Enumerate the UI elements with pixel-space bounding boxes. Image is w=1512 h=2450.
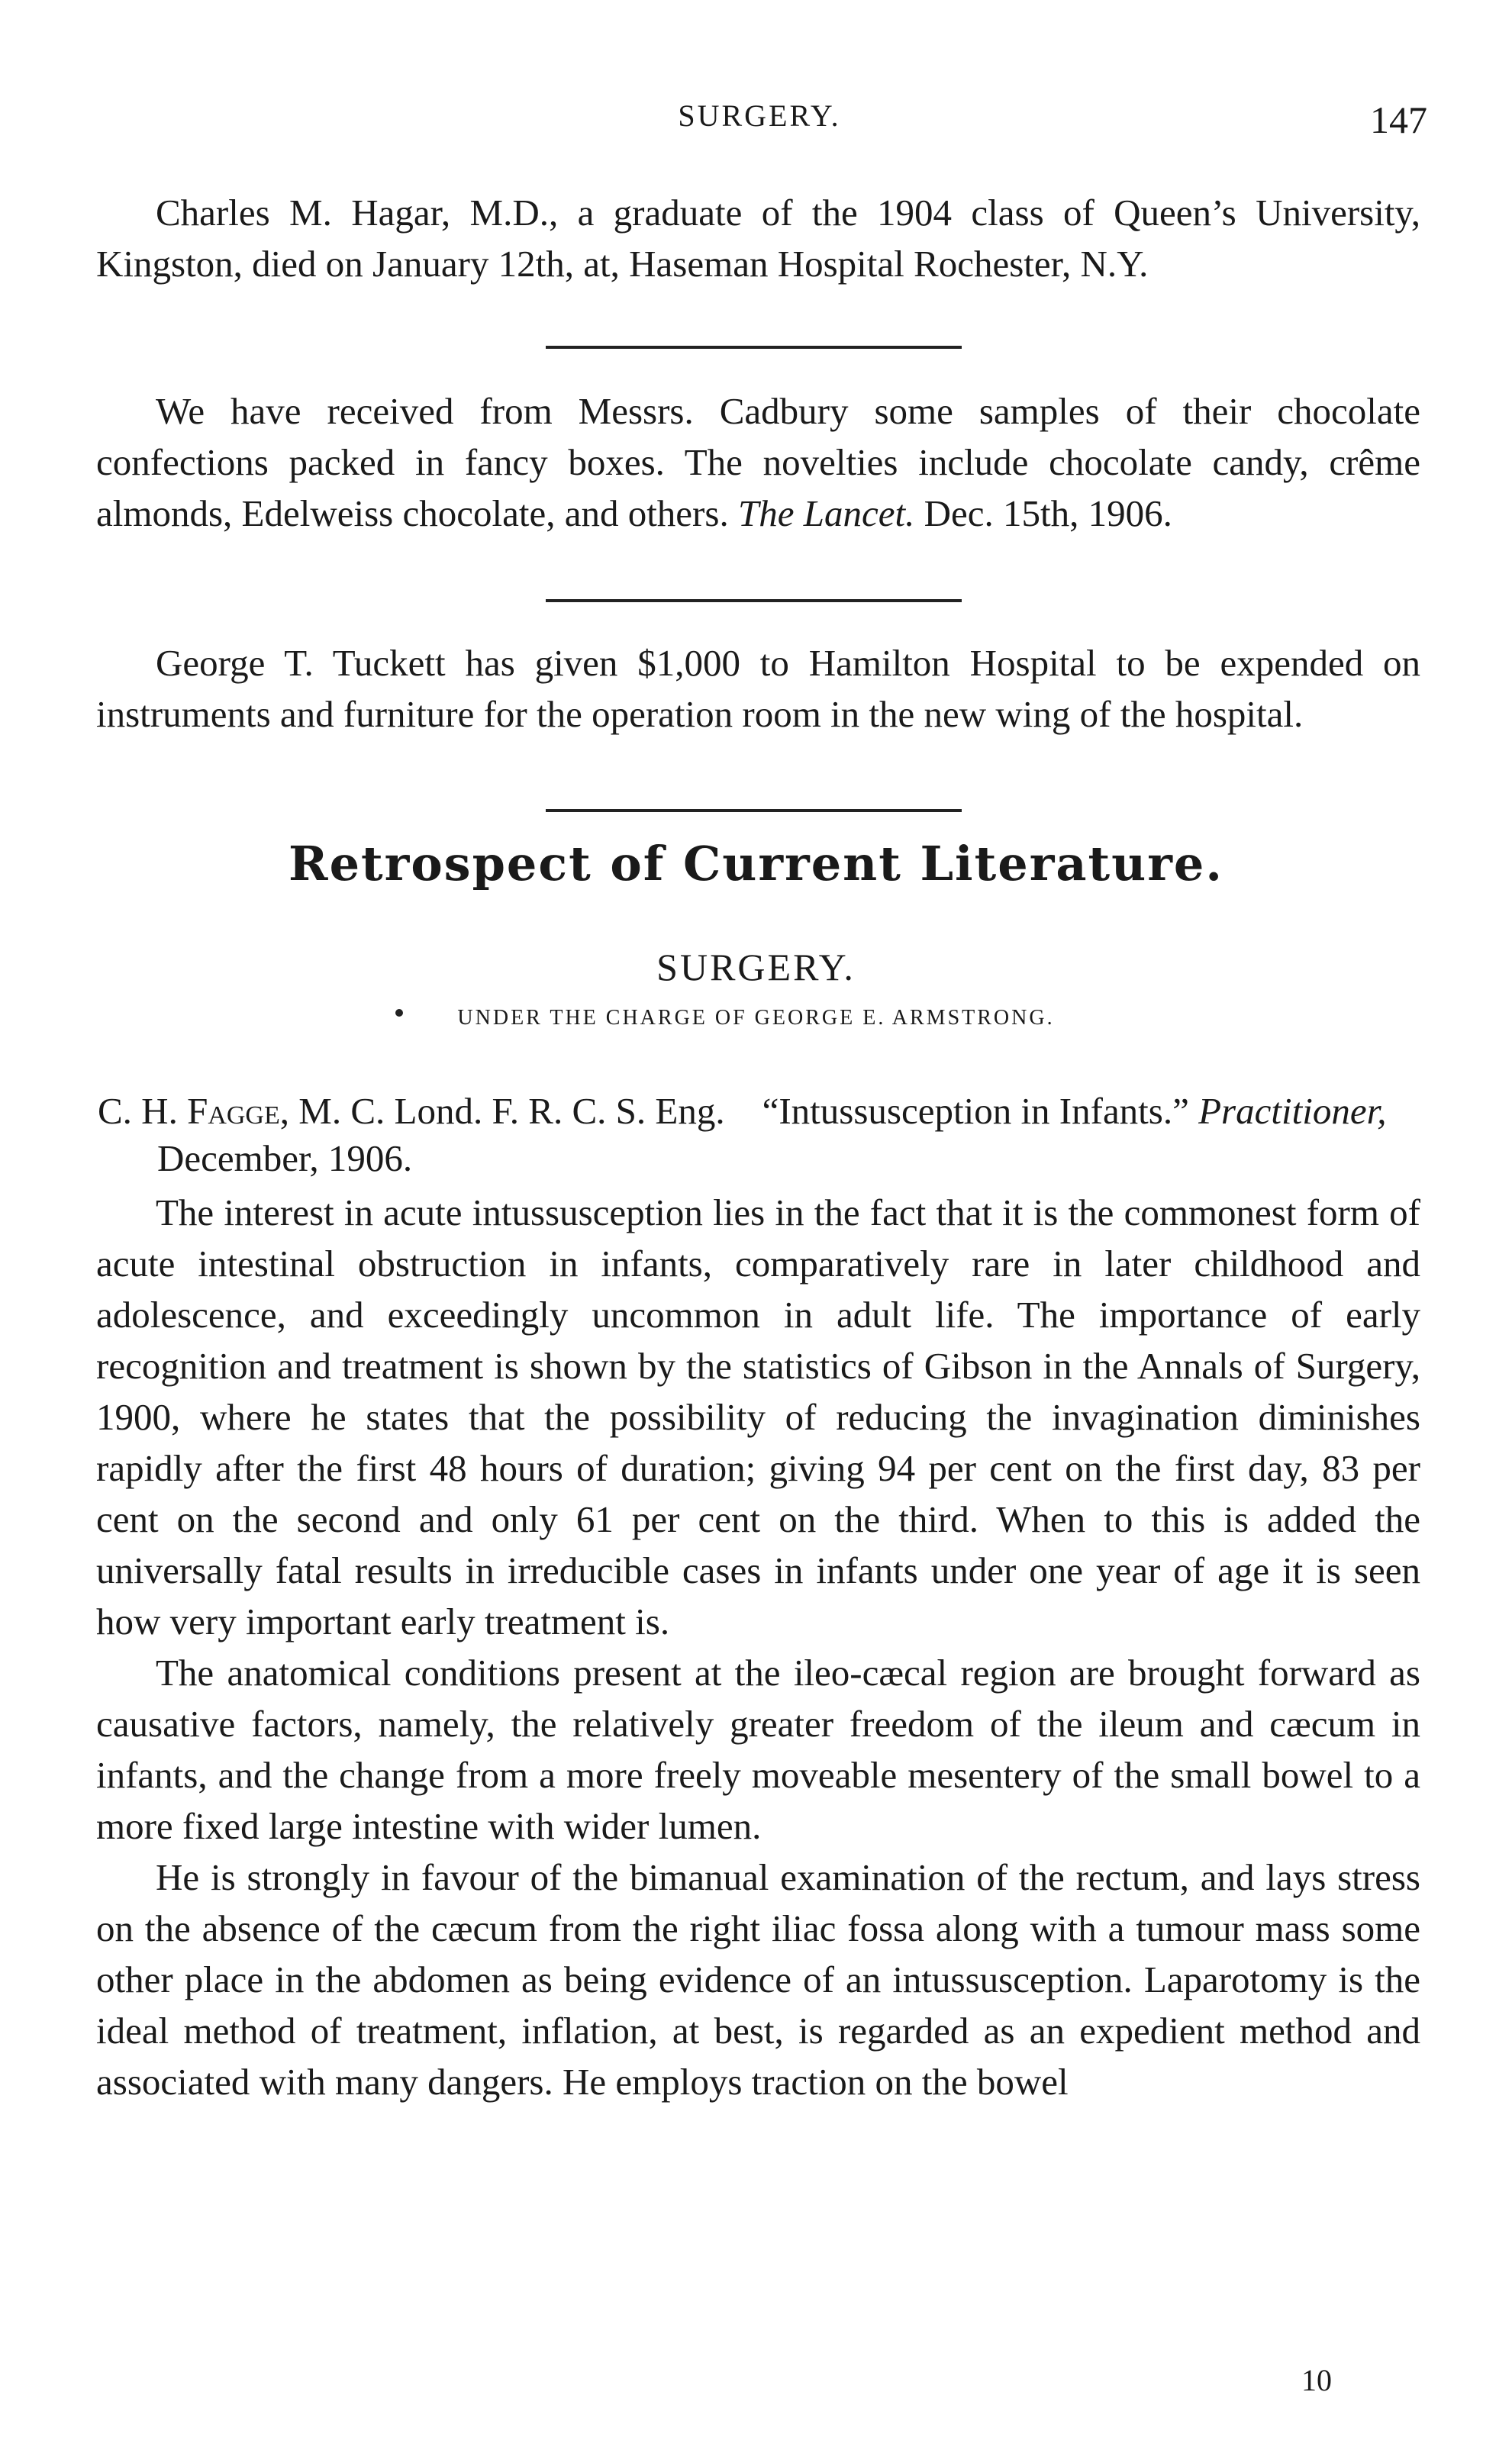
article-paragraph: The interest in acute intussusception lies in the fact that it is the commonest form of acute intestinal obstruction in infants, comparatively rare in later childhood and adolescence, and exceedingly uncommon in adult life. The importance of early recognition and treatment is shown by the statistics of Gibson in the Annals of Surgery, 1900, where he states that the possibility of reducing the invagination diminishes rapidly after the first 48 hours of duration; giving 94 per cent on the first day, 83 per cent on the second and only 61 per cent on the third. When to this is added the universally fatal results in irreducible cases in infants under one year of age it is seen how very important early treatment is. bbox=[96, 1191, 1420, 1642]
page-header bbox=[92, 98, 1427, 151]
notice-cadbury-source: The Lancet. bbox=[737, 492, 915, 534]
divider-rule-3 bbox=[546, 809, 962, 812]
divider-rule-2 bbox=[546, 599, 962, 602]
article-citation bbox=[96, 1088, 1481, 1182]
article-date: December, 1906. bbox=[157, 1137, 413, 1179]
article-journal: Practitioner, bbox=[1198, 1090, 1387, 1132]
article-paragraph: He is strongly in favour of the bimanual examination of the rectum, and lays stress on the absence of the cæcum from the right iliac fossa along with a tumour mass some other place in the abdomen as being evidence of an intussusception. Laparotomy is the ideal method of treatment, inflation, at best, is regarded as an expedient method and associated with many dangers. He employs traction on the bowel bbox=[96, 1856, 1420, 2103]
running-title: SURGERY. bbox=[678, 98, 841, 133]
notice-tuckett bbox=[96, 637, 1420, 740]
page-number: 147 bbox=[1370, 98, 1427, 141]
author-prefix: C. H. bbox=[98, 1090, 188, 1132]
article-body bbox=[96, 1187, 1420, 2107]
article-paragraph: The anatomical conditions present at the ileo-cæcal region are brought forward as causative factors, namely, the relatively greater freedom of the ileum and cæcum in infants, and the change from a more freely moveable mesentery of the small bowel to a more fixed large intestine with wider lumen. bbox=[96, 1652, 1420, 1847]
section-heading: Retrospect of Current Literature. bbox=[289, 836, 1223, 891]
notice-hagar bbox=[96, 187, 1420, 289]
notice-tuckett-text: George T. Tuckett has given $1,000 to Hamilton Hospital to be expended on instruments and furniture for the operation room in the new wing of the hospital. bbox=[96, 642, 1420, 735]
notice-cadbury-paragraph bbox=[96, 385, 1420, 539]
notice-cadbury bbox=[96, 385, 1420, 539]
divider-rule-1 bbox=[546, 346, 962, 349]
notice-cadbury-date: Dec. 15th, 1906. bbox=[924, 492, 1172, 534]
author-surname: Fagge, bbox=[187, 1090, 290, 1132]
section-subheading: SURGERY. bbox=[656, 946, 856, 988]
notice-cadbury-text: We have received from Messrs. Cadbury some samples of their chocolate confections packed in fancy boxes. The novelties include chocolate candy, crême almonds, Edelweiss chocolate, and others. bbox=[96, 390, 1420, 534]
article-title: “Intussusception in Infants.” bbox=[762, 1090, 1189, 1132]
author-degrees: M. C. Lond. F. R. C. S. Eng. bbox=[298, 1090, 725, 1132]
folio-number: 10 bbox=[1301, 2363, 1332, 2397]
section-editor: UNDER THE CHARGE OF GEORGE E. ARMSTRONG. bbox=[457, 1006, 1055, 1030]
notice-hagar-text: Charles M. Hagar, M.D., a graduate of the 1904 class of Queen’s University, Kingston, died on January 12th, at, Haseman Hospital Rochester, N.Y. bbox=[96, 192, 1420, 285]
